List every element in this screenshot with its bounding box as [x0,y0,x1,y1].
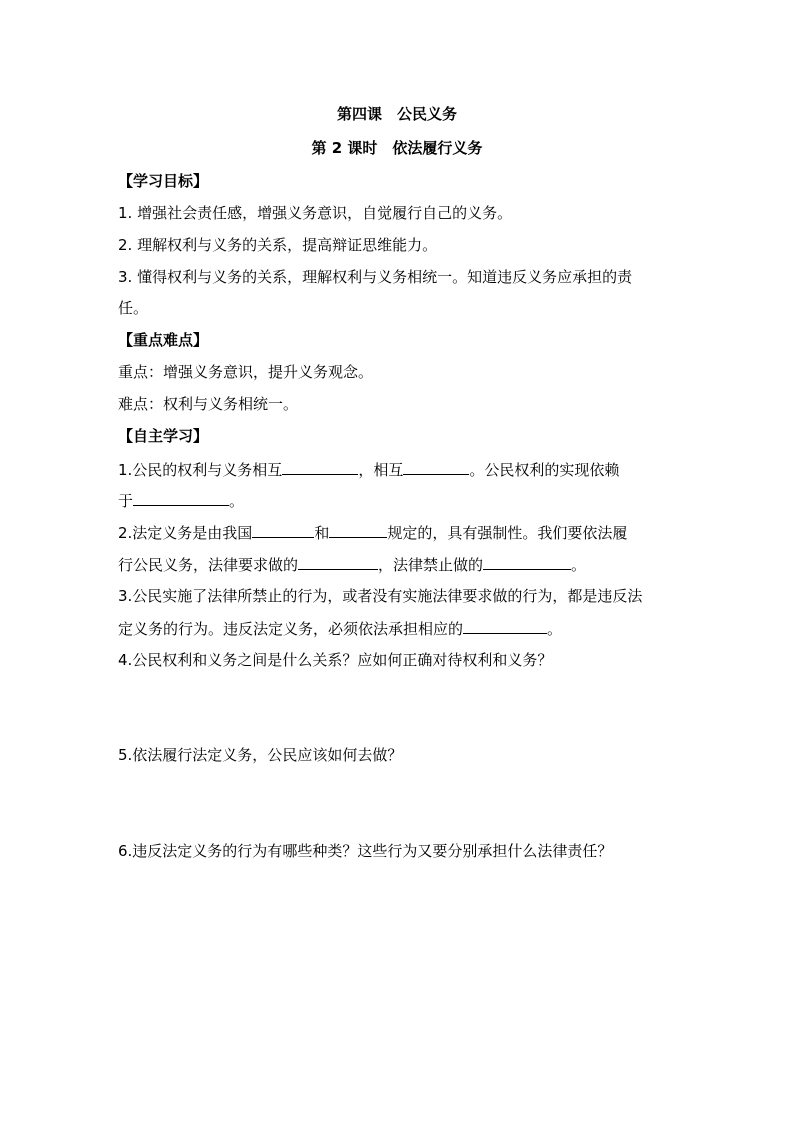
q1-text-e: 。 [229,492,245,510]
goals-heading: 【学习目标】 [118,172,209,190]
lesson-title-text: 第四课 公民义务 [336,105,457,123]
question-1-line-1 [118,459,619,480]
q1-blank-2[interactable] [403,459,469,475]
question-3-line-1: 3.公民实施了法律所禁止的行为，或者没有实施法律要求做的行为，都是违反法 [118,587,643,605]
question-2-line-2 [118,554,586,575]
period-title [0,138,794,158]
lesson-title [0,104,794,124]
q1-text-c: 。公民权利的实现依赖 [469,461,620,479]
goal-item-3-cont: 任。 [118,299,149,317]
q1-blank-3[interactable] [133,490,229,506]
question-2-line-1 [118,522,627,543]
q2-text-d: 行公民义务，法律要求做的 [118,556,299,574]
q2-text-c: 规定的，具有强制性。我们要依法履 [387,524,628,542]
question-3-line-2 [118,618,562,639]
q3-text-a: 定义务的行为。违反法定义务，必须依法承担相应的 [118,620,464,638]
q1-text-b: ，相互 [358,461,404,479]
goal-item-1: 1. 增强社会责任感，增强义务意识，自觉履行自己的义务。 [118,204,513,222]
difficulty-point: 难点：权利与义务相统一。 [118,395,299,413]
question-6: 6.违反法定义务的行为有哪些种类？这些行为又要分别承担什么法律责任？ [118,842,613,860]
question-5: 5.依法履行法定义务，公民应该如何去做？ [118,746,403,764]
q3-text-b: 。 [547,620,563,638]
goal-item-2: 2. 理解权利与义务的关系，提高辩证思维能力。 [118,236,438,254]
q1-blank-1[interactable] [282,459,358,475]
period-title-text: 第 2 课时 依法履行义务 [311,139,483,157]
question-1-line-2 [118,490,244,511]
key-points-heading: 【重点难点】 [118,331,209,349]
goal-item-3: 3. 懂得权利与义务的关系，理解权利与义务相统一。知道违反义务应承担的责 [118,268,633,286]
q1-text-a: 1.公民的权利与义务相互 [118,461,283,479]
q2-blank-2[interactable] [329,522,387,538]
q2-text-e: ，法律禁止做的 [378,556,484,574]
q2-blank-3[interactable] [298,554,378,570]
self-study-heading: 【自主学习】 [118,427,209,445]
q3-blank-1[interactable] [463,618,547,634]
focus-point: 重点：增强义务意识，提升义务观念。 [118,363,374,381]
question-4: 4.公民权利和义务之间是什么关系？应如何正确对待权利和义务？ [118,651,553,669]
q1-text-d: 于 [118,492,134,510]
q2-text-f: 。 [571,556,587,574]
q2-text-a: 2.法定义务是由我国 [118,524,253,542]
q2-blank-1[interactable] [252,522,314,538]
q2-text-b: 和 [314,524,330,542]
q2-blank-4[interactable] [483,554,571,570]
